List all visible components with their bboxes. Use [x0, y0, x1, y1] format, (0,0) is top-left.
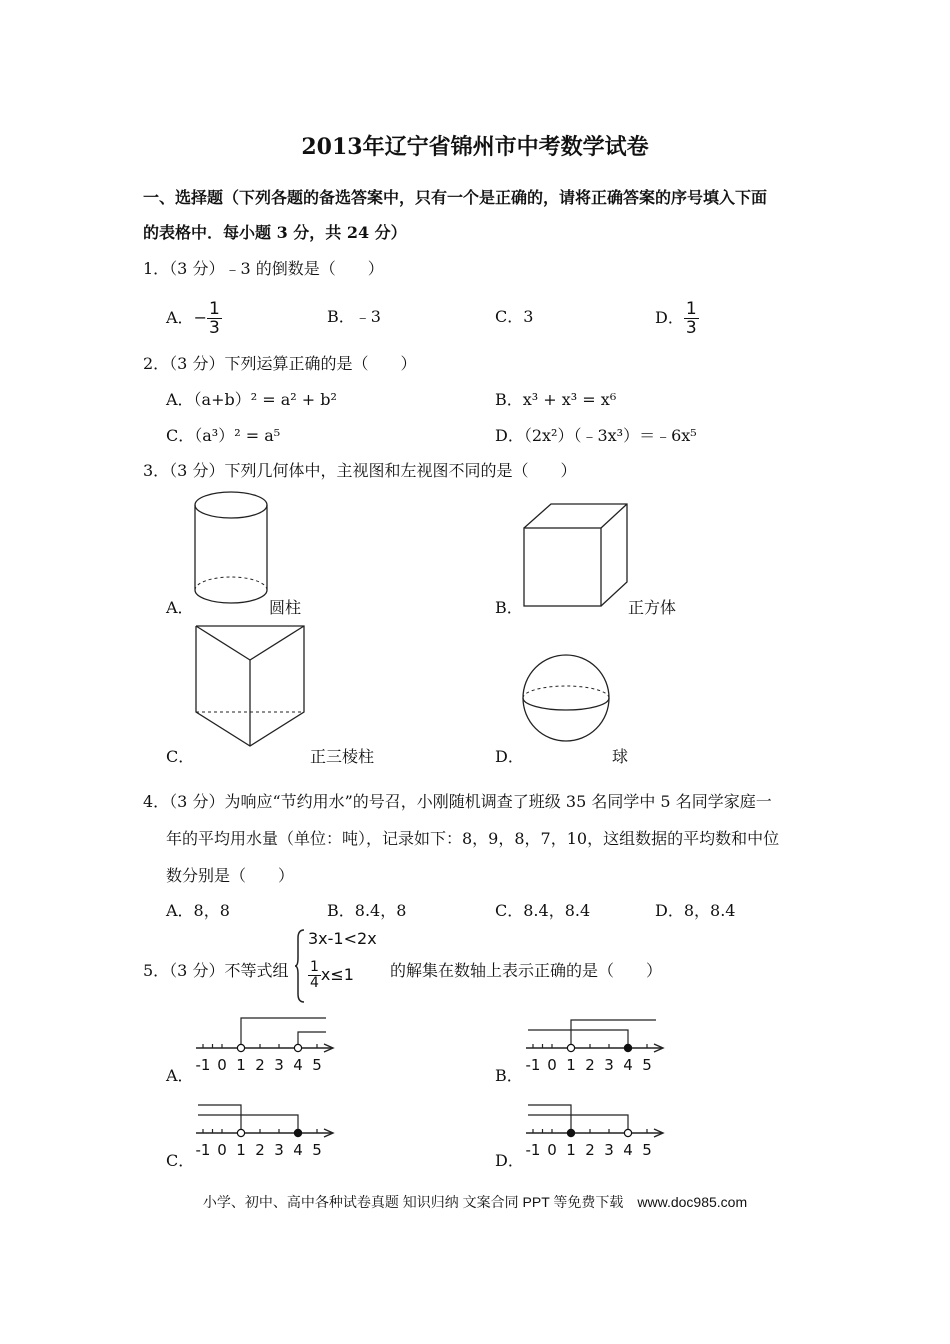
number-line-b [520, 1012, 670, 1077]
q4-option-c: C．8.4，8.4 [495, 901, 591, 920]
tick-label: 0 [217, 1141, 227, 1159]
q1-a-fraction [207, 300, 222, 337]
tick-label: 3 [604, 1056, 614, 1074]
tick-label: 0 [547, 1141, 557, 1159]
closed-point [624, 1044, 631, 1051]
open-point [294, 1044, 301, 1051]
q5-b-label: B． [495, 1066, 523, 1085]
q1-d-fraction [684, 300, 699, 337]
solution-ray [528, 1105, 571, 1133]
q4-line1: 4．（3 分）为响应“节约用水”的号召，小刚随机调查了班级 35 名同学中 5 名同学家庭一 [143, 792, 772, 811]
closed-point [567, 1129, 574, 1136]
tick-label: 5 [312, 1141, 322, 1159]
q1-option-c: C．3 [495, 307, 534, 326]
tick-label: 3 [274, 1056, 284, 1074]
q1-d-denominator: 3 [685, 318, 697, 338]
q5-quarter-fraction [308, 960, 321, 991]
tick-label: 4 [623, 1056, 633, 1074]
tick-label: 1 [236, 1141, 246, 1159]
q5-suffix: 的解集在数轴上表示正确的是（ ） [390, 961, 663, 980]
q3-stem: 3．（3 分）下列几何体中，主视图和左视图不同的是（ ） [143, 461, 577, 480]
q3-b-label: B． [495, 598, 523, 617]
tick-label: 0 [217, 1056, 227, 1074]
section-heading-line2: 的表格中．每小题 3 分，共 24 分） [143, 223, 407, 242]
number-line-d [520, 1097, 670, 1162]
cylinder-figure [185, 488, 285, 610]
q4-option-a: A．8，8 [166, 901, 230, 920]
q5-prefix: 5．（3 分）不等式组 [143, 961, 289, 980]
system-brace [294, 928, 306, 1004]
q5-inequality-2 [308, 960, 354, 991]
tick-label: 4 [293, 1056, 303, 1074]
q5-ineq2-rest: x≤1 [320, 965, 354, 984]
q3-b-name: 正方体 [628, 598, 677, 617]
q4-option-d: D．8，8.4 [655, 901, 736, 920]
q1-option-b: B．﹣3 [327, 307, 381, 326]
tick-label: 1 [236, 1056, 246, 1074]
q3-d-name: 球 [612, 747, 629, 766]
tick-label: 0 [547, 1056, 557, 1074]
q1-stem: 1．（3 分）﹣3 的倒数是（ ） [143, 259, 384, 278]
tick-label: 2 [255, 1141, 265, 1159]
q5-d-label: D． [495, 1151, 524, 1170]
q3-a-label: A． [166, 598, 194, 617]
page-title: 2013年辽宁省锦州市中考数学试卷 [301, 134, 649, 160]
q4-option-b: B．8.4，8 [327, 901, 407, 920]
q1-a-denominator: 3 [208, 318, 220, 338]
open-point [237, 1129, 244, 1136]
open-point [237, 1044, 244, 1051]
q1-a-label: A． [166, 308, 194, 327]
q1-d-label: D． [655, 308, 684, 327]
closed-point [294, 1129, 301, 1136]
number-line-a [190, 1012, 340, 1077]
q4-line2: 年的平均用水量（单位：吨），记录如下：8，9，8，7，10，这组数据的平均数和中位 [166, 829, 780, 848]
tick-label: 2 [585, 1056, 595, 1074]
q5-frac-num: 1 [310, 959, 319, 975]
q3-c-name: 正三棱柱 [310, 747, 375, 766]
triangular-prism-figure [192, 622, 310, 750]
q2-option-b: B．x³ + x³ = x⁶ [495, 390, 617, 409]
solution-ray [241, 1018, 326, 1048]
solution-ray [571, 1020, 656, 1048]
tick-label: 2 [255, 1056, 265, 1074]
tick-label: 3 [604, 1141, 614, 1159]
tick-label: 5 [312, 1056, 322, 1074]
tick-label: -1 [525, 1056, 541, 1074]
tick-label: 4 [293, 1141, 303, 1159]
tick-label: 5 [642, 1056, 652, 1074]
tick-label: -1 [525, 1141, 541, 1159]
solution-ray [298, 1032, 326, 1048]
q1-option-a [166, 300, 222, 337]
q5-a-label: A． [166, 1066, 194, 1085]
q2-option-a: A．（a+b）² = a² + b² [166, 390, 337, 409]
q1-option-d [655, 300, 699, 337]
q2-option-c: C．（a³）² = a⁵ [166, 426, 281, 445]
open-point [567, 1044, 574, 1051]
tick-label: 5 [642, 1141, 652, 1159]
q1-a-numerator: 1 [208, 299, 220, 319]
q5-inequality-1: 3x-1<2x [308, 929, 377, 948]
tick-label: 1 [566, 1141, 576, 1159]
q1-a-sign: − [193, 308, 207, 327]
q1-d-numerator: 1 [685, 299, 697, 319]
tick-label: -1 [195, 1141, 211, 1159]
q2-stem: 2．（3 分）下列运算正确的是（ ） [143, 354, 417, 373]
section-heading-line1: 一、选择题（下列各题的备选答案中，只有一个是正确的，请将正确答案的序号填入下面 [143, 188, 768, 207]
tick-label: 3 [274, 1141, 284, 1159]
number-line-c [190, 1097, 340, 1162]
q5-frac-den: 4 [310, 975, 319, 991]
q4-line3: 数分别是（ ） [166, 866, 295, 885]
tick-label: 4 [623, 1141, 633, 1159]
q5-c-label: C． [166, 1151, 195, 1170]
q3-c-label: C． [166, 747, 195, 766]
q3-d-label: D． [495, 747, 524, 766]
tick-label: -1 [195, 1056, 211, 1074]
tick-label: 2 [585, 1141, 595, 1159]
open-point [624, 1129, 631, 1136]
solution-ray [198, 1105, 241, 1133]
tick-label: 1 [566, 1056, 576, 1074]
footer-text: 小学、初中、高中各种试卷真题 知识归纳 文案合同 PPT 等免费下载 www.doc985.com [202, 1194, 748, 1210]
cube-figure [518, 500, 633, 610]
sphere-figure [520, 652, 620, 744]
q2-option-d: D．（2x²）（﹣3x³）＝﹣6x⁵ [495, 426, 697, 445]
q3-a-name: 圆柱 [269, 598, 302, 617]
